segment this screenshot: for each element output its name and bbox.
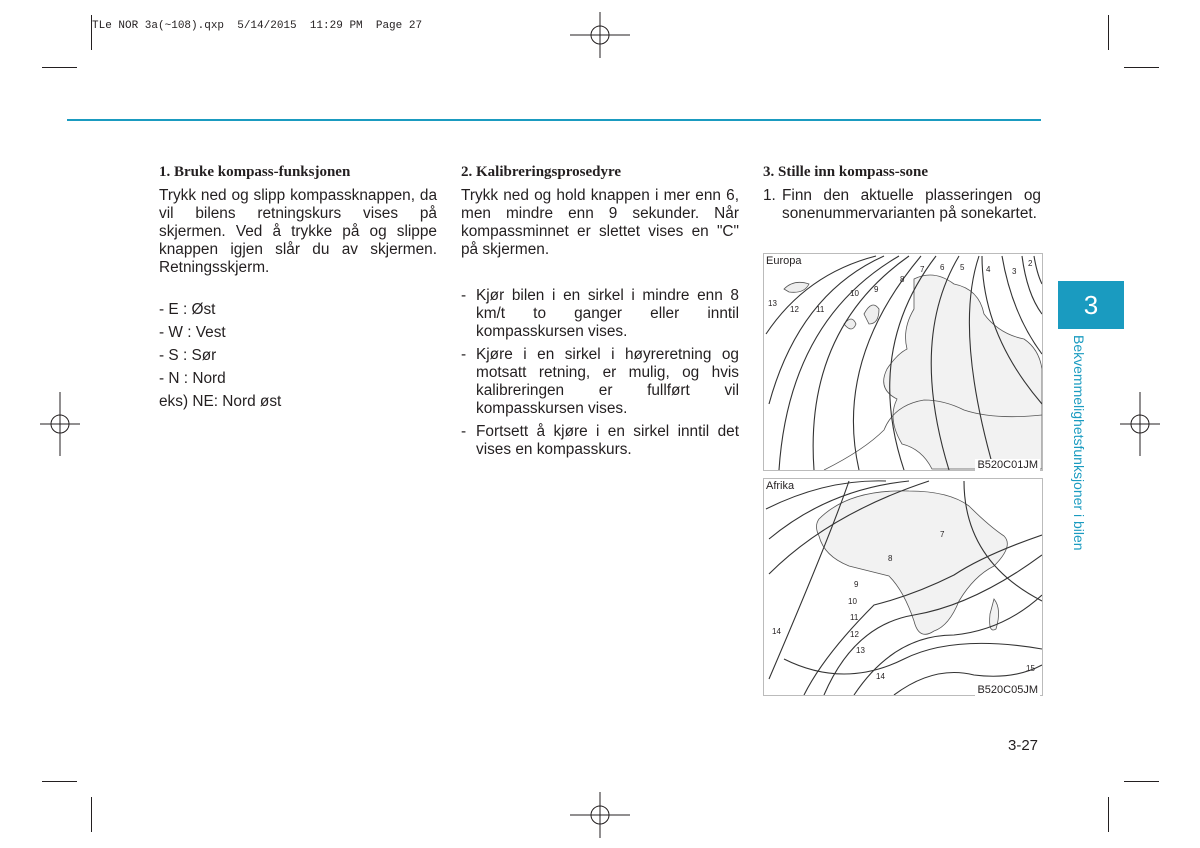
map-code: B520C01JM [977,459,1038,471]
zone-label: 12 [790,305,799,314]
registration-mark-left [40,392,80,456]
list-item: - E : Øst [159,301,216,318]
zone-label: 7 [920,265,925,274]
map-region-label: Europa [766,255,802,267]
list-item-text: Finn den aktuelle plasseringen og sonenummervarianten på sonekartet. [782,187,1041,222]
list-item-text: Fortsett å kjøre i en sirkel inntil det vises en kompasskurs. [476,423,739,458]
crop-mark [1108,15,1109,50]
section-heading: 2. Kalibreringsprosedyre [461,164,622,180]
list-item [461,346,739,418]
zone-label: 13 [856,646,865,655]
zone-label: 11 [850,613,859,622]
europe-zone-map [763,253,1043,471]
section-intro: Trykk ned og slipp kompassknappen, da vil bilens retningskurs vises på skjermen. Ved å trykke på og slippe knappen igjen slår du av skjermen. Retningsskjerm. [159,187,437,276]
crop-mark [42,781,77,782]
print-slug: TLe NOR 3a(~108).qxp 5/14/2015 11:29 PM Page 27 [92,20,423,32]
list-item [763,187,1041,223]
chapter-title-text: Bekvemmelighetsfunksjoner i bilen [1071,335,1087,551]
list-item: eks) NE: Nord øst [159,393,282,410]
bullet-marker: - [461,346,467,363]
zone-label: 8 [900,275,905,284]
crop-mark [1108,797,1109,832]
zone-label: 11 [816,305,825,314]
crop-mark [1124,781,1159,782]
map-code: B520C05JM [977,684,1038,696]
list-item [461,423,739,459]
section-compass-zone [763,164,1041,223]
header-rule [67,119,1041,121]
crop-mark [91,797,92,832]
crop-mark [42,67,77,68]
registration-mark-top [570,12,630,58]
zone-label: 13 [768,299,777,308]
list-item: - N : Nord [159,370,226,387]
list-item: - W : Vest [159,324,226,341]
calibration-steps [461,287,739,459]
europe-map-graphic [764,254,1042,470]
bullet-marker: - [461,423,467,440]
chapter-title [1069,335,1089,580]
zone-label: 5 [960,263,965,272]
step-number: 1. [763,187,776,204]
zone-label: 9 [874,285,879,294]
page-number: 3-27 [1008,737,1039,754]
zone-label: 14 [876,672,885,681]
africa-zone-map [763,478,1043,696]
zone-label: 10 [848,597,857,606]
africa-map-graphic [764,479,1042,695]
section-calibration [461,164,739,459]
registration-mark-bottom [570,792,630,838]
direction-list [159,298,437,413]
zone-label: 6 [940,263,945,272]
zone-steps [763,187,1041,223]
zone-label: 15 [1026,664,1035,673]
registration-mark-right [1120,392,1160,456]
zone-label: 3 [1012,267,1017,276]
section-heading: 1. Bruke kompass-funksjonen [159,164,351,180]
section-compass-use [159,164,437,413]
zone-label: 14 [772,627,781,636]
section-heading: 3. Stille inn kompass-sone [763,164,929,180]
zone-label: 8 [888,554,893,563]
zone-label: 12 [850,630,859,639]
crop-mark [1124,67,1159,68]
zone-label: 9 [854,580,859,589]
chapter-tab: 3 [1058,281,1124,329]
bullet-marker: - [461,287,467,304]
list-item: - S : Sør [159,347,217,364]
zone-label: 7 [940,530,945,539]
zone-label: 4 [986,265,991,274]
section-intro: Trykk ned og hold knappen i mer enn 6, men mindre enn 9 sekunder. Når kompassminnet er slettet vises en "C" på skjermen. [461,187,739,258]
zone-label: 2 [1028,259,1033,268]
list-item [461,287,739,341]
list-item-text: Kjøre i en sirkel i høyreretning og motsatt retning, er mulig, og hvis kalibreringen er fullført vil kompasskursen vises. [476,346,739,417]
zone-label: 10 [850,289,859,298]
map-region-label: Afrika [766,480,795,492]
list-item-text: Kjør bilen i en sirkel i mindre enn 8 km/t to ganger eller inntil kompasskursen vises. [476,287,739,340]
